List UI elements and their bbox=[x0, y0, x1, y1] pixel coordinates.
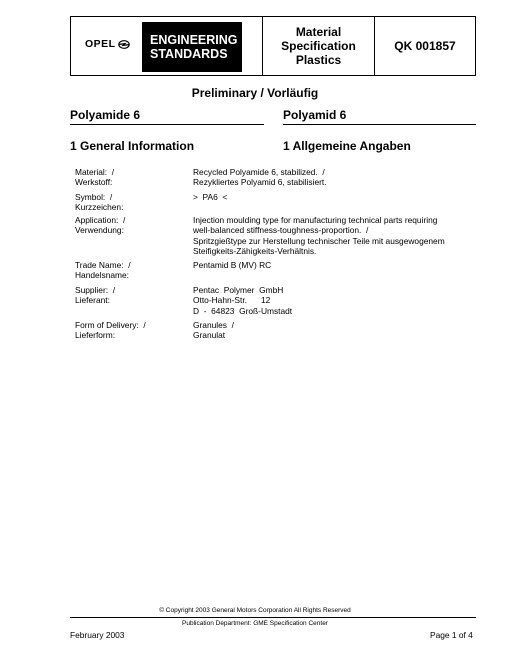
label-line: Form of Delivery: / bbox=[75, 320, 146, 330]
title-rule-right bbox=[283, 124, 476, 125]
value-line: Otto-Hahn-Str. 12 bbox=[193, 295, 271, 306]
label-line: Material: / bbox=[75, 167, 115, 177]
label-line: Application: / bbox=[75, 215, 126, 225]
row-value-symbol bbox=[193, 192, 473, 202]
row-value-material bbox=[193, 167, 473, 188]
document-status: Preliminary / Vorläufig bbox=[191, 86, 319, 100]
value-line: Granulat bbox=[193, 330, 226, 341]
label-line: Lieferform: bbox=[75, 330, 116, 341]
value-line: Steifigkeits-Zähigkeits-Verhältnis. bbox=[193, 246, 317, 257]
label-line: Kurzzeichen: bbox=[75, 202, 124, 213]
engineering-standards-block bbox=[142, 22, 242, 72]
value-line: Granules / bbox=[193, 320, 234, 330]
row-label-supplier bbox=[75, 285, 115, 306]
value-line: well-balanced stiffness-toughness-proportion. / bbox=[193, 225, 369, 236]
value-line: D - 64823 Groß-Umstadt bbox=[193, 305, 293, 316]
title-english: Polyamide 6 bbox=[70, 108, 141, 122]
spec-title bbox=[263, 17, 374, 75]
value-line: Recycled Polyamide 6, stabilized. / bbox=[193, 167, 325, 177]
label-line: Trade Name: / bbox=[75, 260, 131, 270]
row-label-trade-name bbox=[75, 260, 131, 281]
row-label-symbol bbox=[75, 192, 123, 213]
label-line: Symbol: / bbox=[75, 192, 113, 202]
opel-logo bbox=[85, 38, 130, 50]
section-heading-english: 1 General Information bbox=[70, 139, 195, 153]
title-rule-left bbox=[70, 124, 264, 125]
row-value-application bbox=[193, 215, 473, 257]
label-line: Supplier: / bbox=[75, 285, 116, 295]
row-label-application bbox=[75, 215, 125, 236]
row-value-supplier bbox=[193, 285, 473, 316]
spec-line-3: Plastics bbox=[295, 53, 342, 67]
document-number: QK 001857 bbox=[394, 39, 456, 53]
section-heading-german: 1 Allgemeine Angaben bbox=[283, 139, 411, 153]
value-line: Spritzgießtype zur Herstellung technischer Teile mit ausgewogenem bbox=[193, 235, 445, 246]
footer-rule bbox=[70, 617, 476, 618]
value-line: Rezykliertes Polyamid 6, stabilisiert. bbox=[193, 177, 327, 188]
row-value-form-of-delivery bbox=[193, 320, 473, 341]
footer-page-number: Page 1 of 4 bbox=[430, 630, 473, 640]
title-german: Polyamid 6 bbox=[283, 108, 347, 122]
label-line: Verwendung: bbox=[75, 225, 124, 236]
standards-line-1: ENGINEERING bbox=[150, 33, 238, 47]
row-label-form-of-delivery bbox=[75, 320, 146, 341]
value-line: > PA6 < bbox=[193, 192, 228, 202]
footer-publication: Publication Department: GME Specification Center bbox=[182, 620, 328, 627]
spec-line-1: Material bbox=[295, 25, 342, 39]
opel-logo-text: OPEL bbox=[85, 38, 116, 50]
row-label-material bbox=[75, 167, 114, 188]
label-line: Handelsname: bbox=[75, 270, 130, 281]
value-line: Injection moulding type for manufacturing technical parts requiring bbox=[193, 215, 438, 225]
standards-line-2: STANDARDS bbox=[150, 47, 228, 61]
value-line: Pentamid B (MV) RC bbox=[193, 260, 272, 270]
row-value-trade-name bbox=[193, 260, 473, 270]
footer-copyright: © Copyright 2003 General Motors Corporation All Rights Reserved bbox=[159, 607, 351, 614]
label-line: Lieferant: bbox=[75, 295, 110, 306]
opel-blitz-icon bbox=[118, 40, 130, 49]
spec-line-2: Specification bbox=[281, 39, 356, 53]
footer-date: February 2003 bbox=[70, 630, 125, 640]
document-header bbox=[70, 16, 476, 76]
value-line: Pentac Polymer GmbH bbox=[193, 285, 284, 295]
label-line: Werkstoff: bbox=[75, 177, 113, 188]
